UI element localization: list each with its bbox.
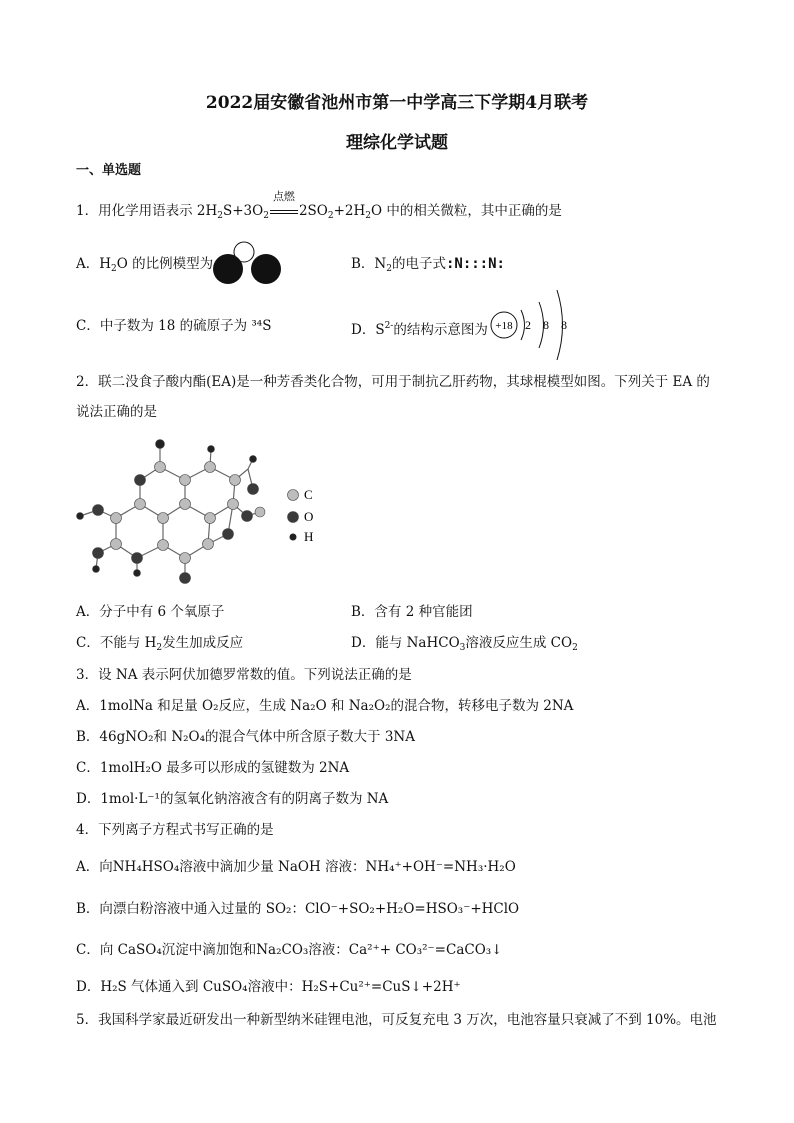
q1-option-c: C．中子数为 18 的硫原子为 ³⁴S [76,318,272,334]
reaction-arrow [269,190,299,220]
shell-3-electrons: 8 [561,318,567,332]
n2-electron-formula: :N:::N: [445,256,505,272]
q4-option-c: C．向 CaSO₄沉淀中滴加饱和Na₂CO₃溶液：Ca²⁺+ CO₃²⁻=CaCO₃↓ [76,942,503,958]
q3-option-a: A．1molNa 和足量 O₂反应，生成 Na₂O 和 Na₂O₂的混合物，转移电子数为 2NA [76,698,574,714]
q1-stem: 1．用化学用语表示 $2H_2S+3O_2$ 点燃 $2SO_2+2H_2O$ 中的相关微粒，其中正确的是 [76,190,562,221]
q2-stem-line1: 2．联二没食子酸内酯(EA)是一种芳香类化合物，可用于制抗乙肝药物，其球棍模型如图。下列关于 EA 的 [76,374,710,390]
sulfide-ion-structure-diagram [488,288,578,362]
section-heading: 一、单选题 [76,163,142,178]
nucleus-charge: +18 [495,320,513,332]
reaction-condition: 点燃 [272,190,295,203]
legend-hydrogen: H [304,529,314,544]
shell-1-electrons: 2 [525,318,531,332]
q4-option-b: B．向漂白粉溶液中通入过量的 SO₂：ClO⁻+SO₂+H₂O=HSO₃⁻+HClO [76,901,520,917]
water-space-filling-model [208,238,288,288]
q2-option-c: C．不能与 $H_2$发生加成反应 [76,635,244,653]
model-legend [288,487,314,544]
q2-option-a: A．分子中有 6 个氧原子 [76,604,225,620]
q2-stem-line2: 说法正确的是 [76,404,157,420]
q1-option-a: A．$H_2O$ 的比例模型为 [76,256,214,274]
q4-option-a: A．向NH₄HSO₄溶液中滴加少量 NaOH 溶液：NH₄⁺+OH⁻=NH₃·H₂O [76,859,516,875]
exam-subtitle: 理综化学试题 [346,133,448,153]
q3-option-b: B．46gNO₂和 N₂O₄的混合气体中所含原子数大于 3NA [76,729,415,745]
q2-option-b: B．含有 2 种官能团 [351,604,473,620]
q3-option-d: D．1mol·L⁻¹的氢氧化钠溶液含有的阴离子数为 NA [76,791,389,807]
legend-oxygen: O [304,509,314,524]
q1-option-d: D．$S^{2-}$的结构示意图为 [351,321,488,338]
ellagic-acid-ball-stick-model [70,432,360,592]
q3-stem: 3．设 NA 表示阿伏加德罗常数的值。下列说法正确的是 [76,667,412,683]
legend-carbon: C [304,487,313,502]
q3-option-c: C．1molH₂O 最多可以形成的氢键数为 2NA [76,760,350,776]
q5-stem: 5．我国科学家最近研发出一种新型纳米硅锂电池，可反复充电 3 万次，电池容量只衰减了不到 10%。电池 [76,1012,717,1028]
q1-option-b: B．$N_2$的电子式:N:::N: [351,256,505,274]
shell-2-electrons: 8 [543,318,549,332]
q4-stem: 4．下列离子方程式书写正确的是 [76,822,274,838]
q2-option-d: D．能与 NaHCO$_3$溶液反应生成 $CO_2$ [351,635,578,653]
exam-title: 2022届安徽省池州市第一中学高三下学期4月联考 [205,93,589,113]
q4-option-d: D．H₂S 气体通入到 CuSO₄溶液中：H₂S+Cu²⁺=CuS↓+2H⁺ [76,979,461,995]
